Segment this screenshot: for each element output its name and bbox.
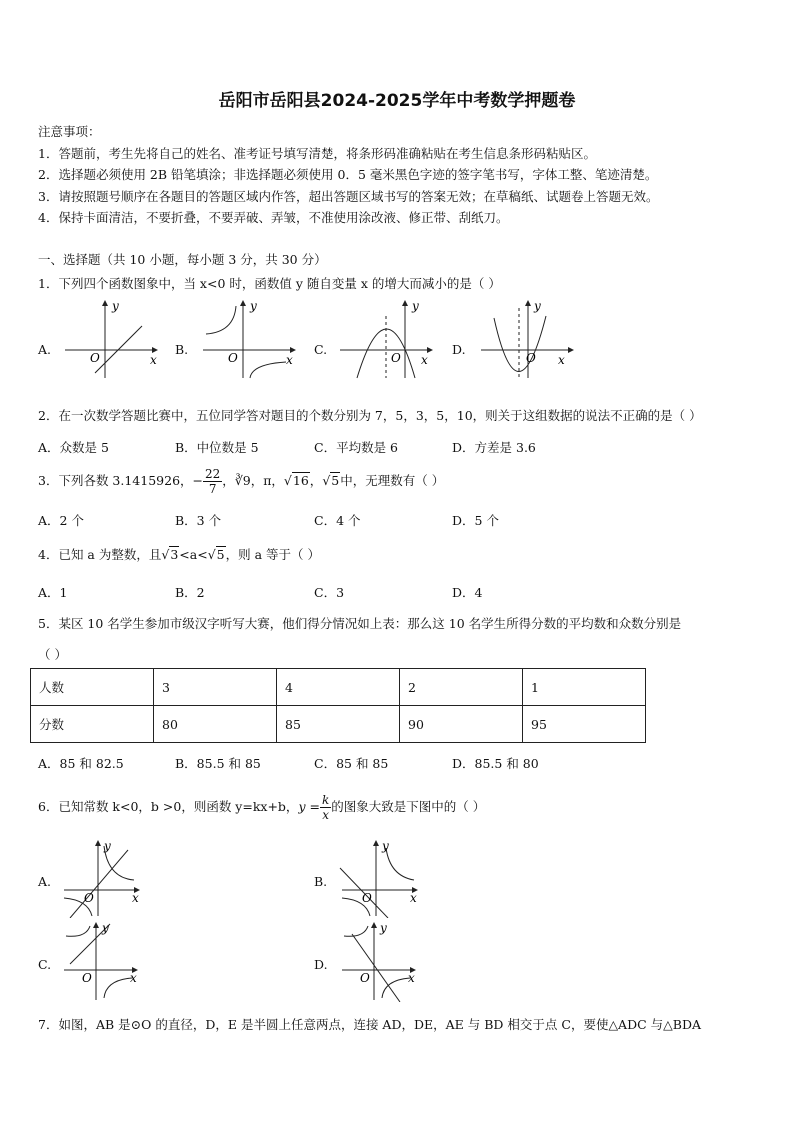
- y-axis-label: y: [534, 299, 541, 313]
- q6-option-d: D.: [314, 957, 328, 972]
- q1-graph-a: [60, 298, 160, 380]
- q3-suffix: 中，无理数有（ ）: [340, 473, 445, 488]
- q3-sqrt16: √16: [283, 473, 309, 488]
- table-cell: 80: [154, 706, 277, 743]
- score-table: [30, 668, 646, 743]
- q1-graph-b: [198, 298, 298, 380]
- q3-option-a: A．2 个: [38, 513, 84, 528]
- x-axis-label: x: [410, 891, 417, 905]
- table-row: [31, 669, 646, 706]
- table-cell: 95: [523, 706, 646, 743]
- notice-item: 3．请按照题号顺序在各题目的答题区域内作答，超出答题区域书写的答案无效；在草稿纸、试题卷上答题无效。: [38, 189, 659, 204]
- x-axis-label: x: [558, 353, 565, 367]
- q5-option-a: A．85 和 82.5: [38, 756, 124, 771]
- page-title: 岳阳市岳阳县2024-2025学年中考数学押题卷: [218, 91, 576, 111]
- table-cell: 2: [400, 669, 523, 706]
- table-row: [31, 706, 646, 743]
- q3-option-b: B．3 个: [175, 513, 222, 528]
- q6-graph-b: [338, 838, 420, 918]
- q6-graph-d: [338, 922, 420, 1002]
- origin-label: O: [84, 891, 94, 905]
- x-axis-label: x: [132, 891, 139, 905]
- q1-stem: 1．下列四个函数图象中，当 x<0 时，函数值 y 随自变量 x 的增大而减小的是（ ）: [38, 276, 501, 291]
- q1-option-b: B.: [175, 342, 189, 357]
- q2-option-b: B．中位数是 5: [175, 440, 259, 455]
- table-cell: 85: [277, 706, 400, 743]
- y-axis-label: y: [104, 839, 111, 853]
- y-axis-label: y: [102, 922, 109, 935]
- q5-option-c: C．85 和 85: [314, 756, 389, 771]
- origin-label: O: [391, 351, 401, 365]
- q6-option-b: B.: [314, 874, 328, 889]
- q4-option-b: B．2: [175, 585, 205, 600]
- y-axis-label: y: [112, 299, 119, 313]
- q2-option-a: A．众数是 5: [38, 440, 109, 455]
- origin-label: O: [526, 351, 536, 365]
- q3-option-d: D．5 个: [452, 513, 499, 528]
- y-axis-label: y: [412, 299, 419, 313]
- notice-item: 4．保持卡面清洁，不要折叠，不要弄破、弄皱，不准使用涂改液、修正带、刮纸刀。: [38, 210, 509, 225]
- q1-option-d: D.: [452, 342, 466, 357]
- origin-label: O: [362, 891, 372, 905]
- q3-fraction: $\frac{22}{7}$: [205, 467, 221, 496]
- notice-heading: 注意事项：: [38, 124, 101, 139]
- table-cell: 分数: [31, 706, 154, 743]
- q5-stem-bracket: （ ）: [38, 647, 67, 662]
- q6-stem: 6．已知常数 k<0，b >0，则函数 y=kx+b，y = $\frac{k}{x}$ 的图象大致是下图中的（ ）: [38, 793, 486, 822]
- x-axis-label: x: [421, 353, 428, 367]
- q3-mid: ，∛9，π，: [222, 473, 284, 488]
- notice-item: 1．答题前，考生先将自己的姓名、准考证号填写清楚，将条形码准确粘贴在考生信息条形码粘贴区。: [38, 146, 596, 161]
- q2-stem: 2．在一次数学答题比赛中，五位同学答对题目的个数分别为 7，5，3，5，10，则关于这组数据的说法不正确的是（ ）: [38, 408, 702, 423]
- x-axis-label: x: [130, 971, 137, 985]
- table-cell: 4: [277, 669, 400, 706]
- q5-stem: 5．某区 10 名学生参加市级汉字听写大赛，他们得分情况如上表：那么这 10 名学生所得分数的平均数和众数分别是: [38, 616, 682, 631]
- q4-stem: 4．已知 a 为整数，且√3<a<√5，则 a 等于（ ）: [38, 547, 320, 562]
- table-cell: 3: [154, 669, 277, 706]
- q2-option-d: D．方差是 3.6: [452, 440, 536, 455]
- section-heading: 一、选择题（共 10 小题，每小题 3 分，共 30 分）: [38, 252, 327, 267]
- q1-graph-c: [335, 298, 435, 380]
- notice-item: 2．选择题必须使用 2B 铅笔填涂；非选择题必须使用 0．5 毫米黑色字迹的签字笔书写，字体工整、笔迹清楚。: [38, 167, 658, 182]
- q4-option-c: C．3: [314, 585, 345, 600]
- origin-label: O: [360, 971, 370, 985]
- q1-option-a: A.: [38, 342, 52, 357]
- q4-option-d: D．4: [452, 585, 483, 600]
- q6-graph-a: [60, 838, 142, 918]
- q3-prefix: 3．下列各数 3.1415926，−: [38, 473, 203, 488]
- q6-option-a: A.: [38, 874, 52, 889]
- q1-option-c: C.: [314, 342, 328, 357]
- q5-option-b: B．85.5 和 85: [175, 756, 261, 771]
- q1-graph-d: [476, 298, 576, 380]
- q4-option-a: A．1: [38, 585, 68, 600]
- y-axis-label: y: [250, 299, 257, 313]
- q3-sqrt5: √5: [322, 473, 340, 488]
- y-axis-label: y: [382, 839, 389, 853]
- q3-option-c: C．4 个: [314, 513, 361, 528]
- origin-label: O: [90, 351, 100, 365]
- table-cell: 1: [523, 669, 646, 706]
- x-axis-label: x: [286, 353, 293, 367]
- origin-label: O: [228, 351, 238, 365]
- y-axis-label: y: [380, 922, 387, 935]
- q6-option-c: C.: [38, 957, 52, 972]
- q2-option-c: C．平均数是 6: [314, 440, 398, 455]
- x-axis-label: x: [150, 353, 157, 367]
- q7-stem: 7．如图，AB 是⊙O 的直径，D，E 是半圆上任意两点，连接 AD，DE，AE 与 BD 相交于点 C，要使△ADC 与△BDA: [38, 1017, 701, 1032]
- x-axis-label: x: [408, 971, 415, 985]
- q6-graph-c: [60, 922, 142, 1002]
- origin-label: O: [82, 971, 92, 985]
- q3-stem: 3．下列各数 3.1415926，− $\frac{22}{7}$ ，∛9，π，√16，√5中，无理数有（ ）: [38, 467, 445, 496]
- table-cell: 人数: [31, 669, 154, 706]
- table-cell: 90: [400, 706, 523, 743]
- q5-option-d: D．85.5 和 80: [452, 756, 539, 771]
